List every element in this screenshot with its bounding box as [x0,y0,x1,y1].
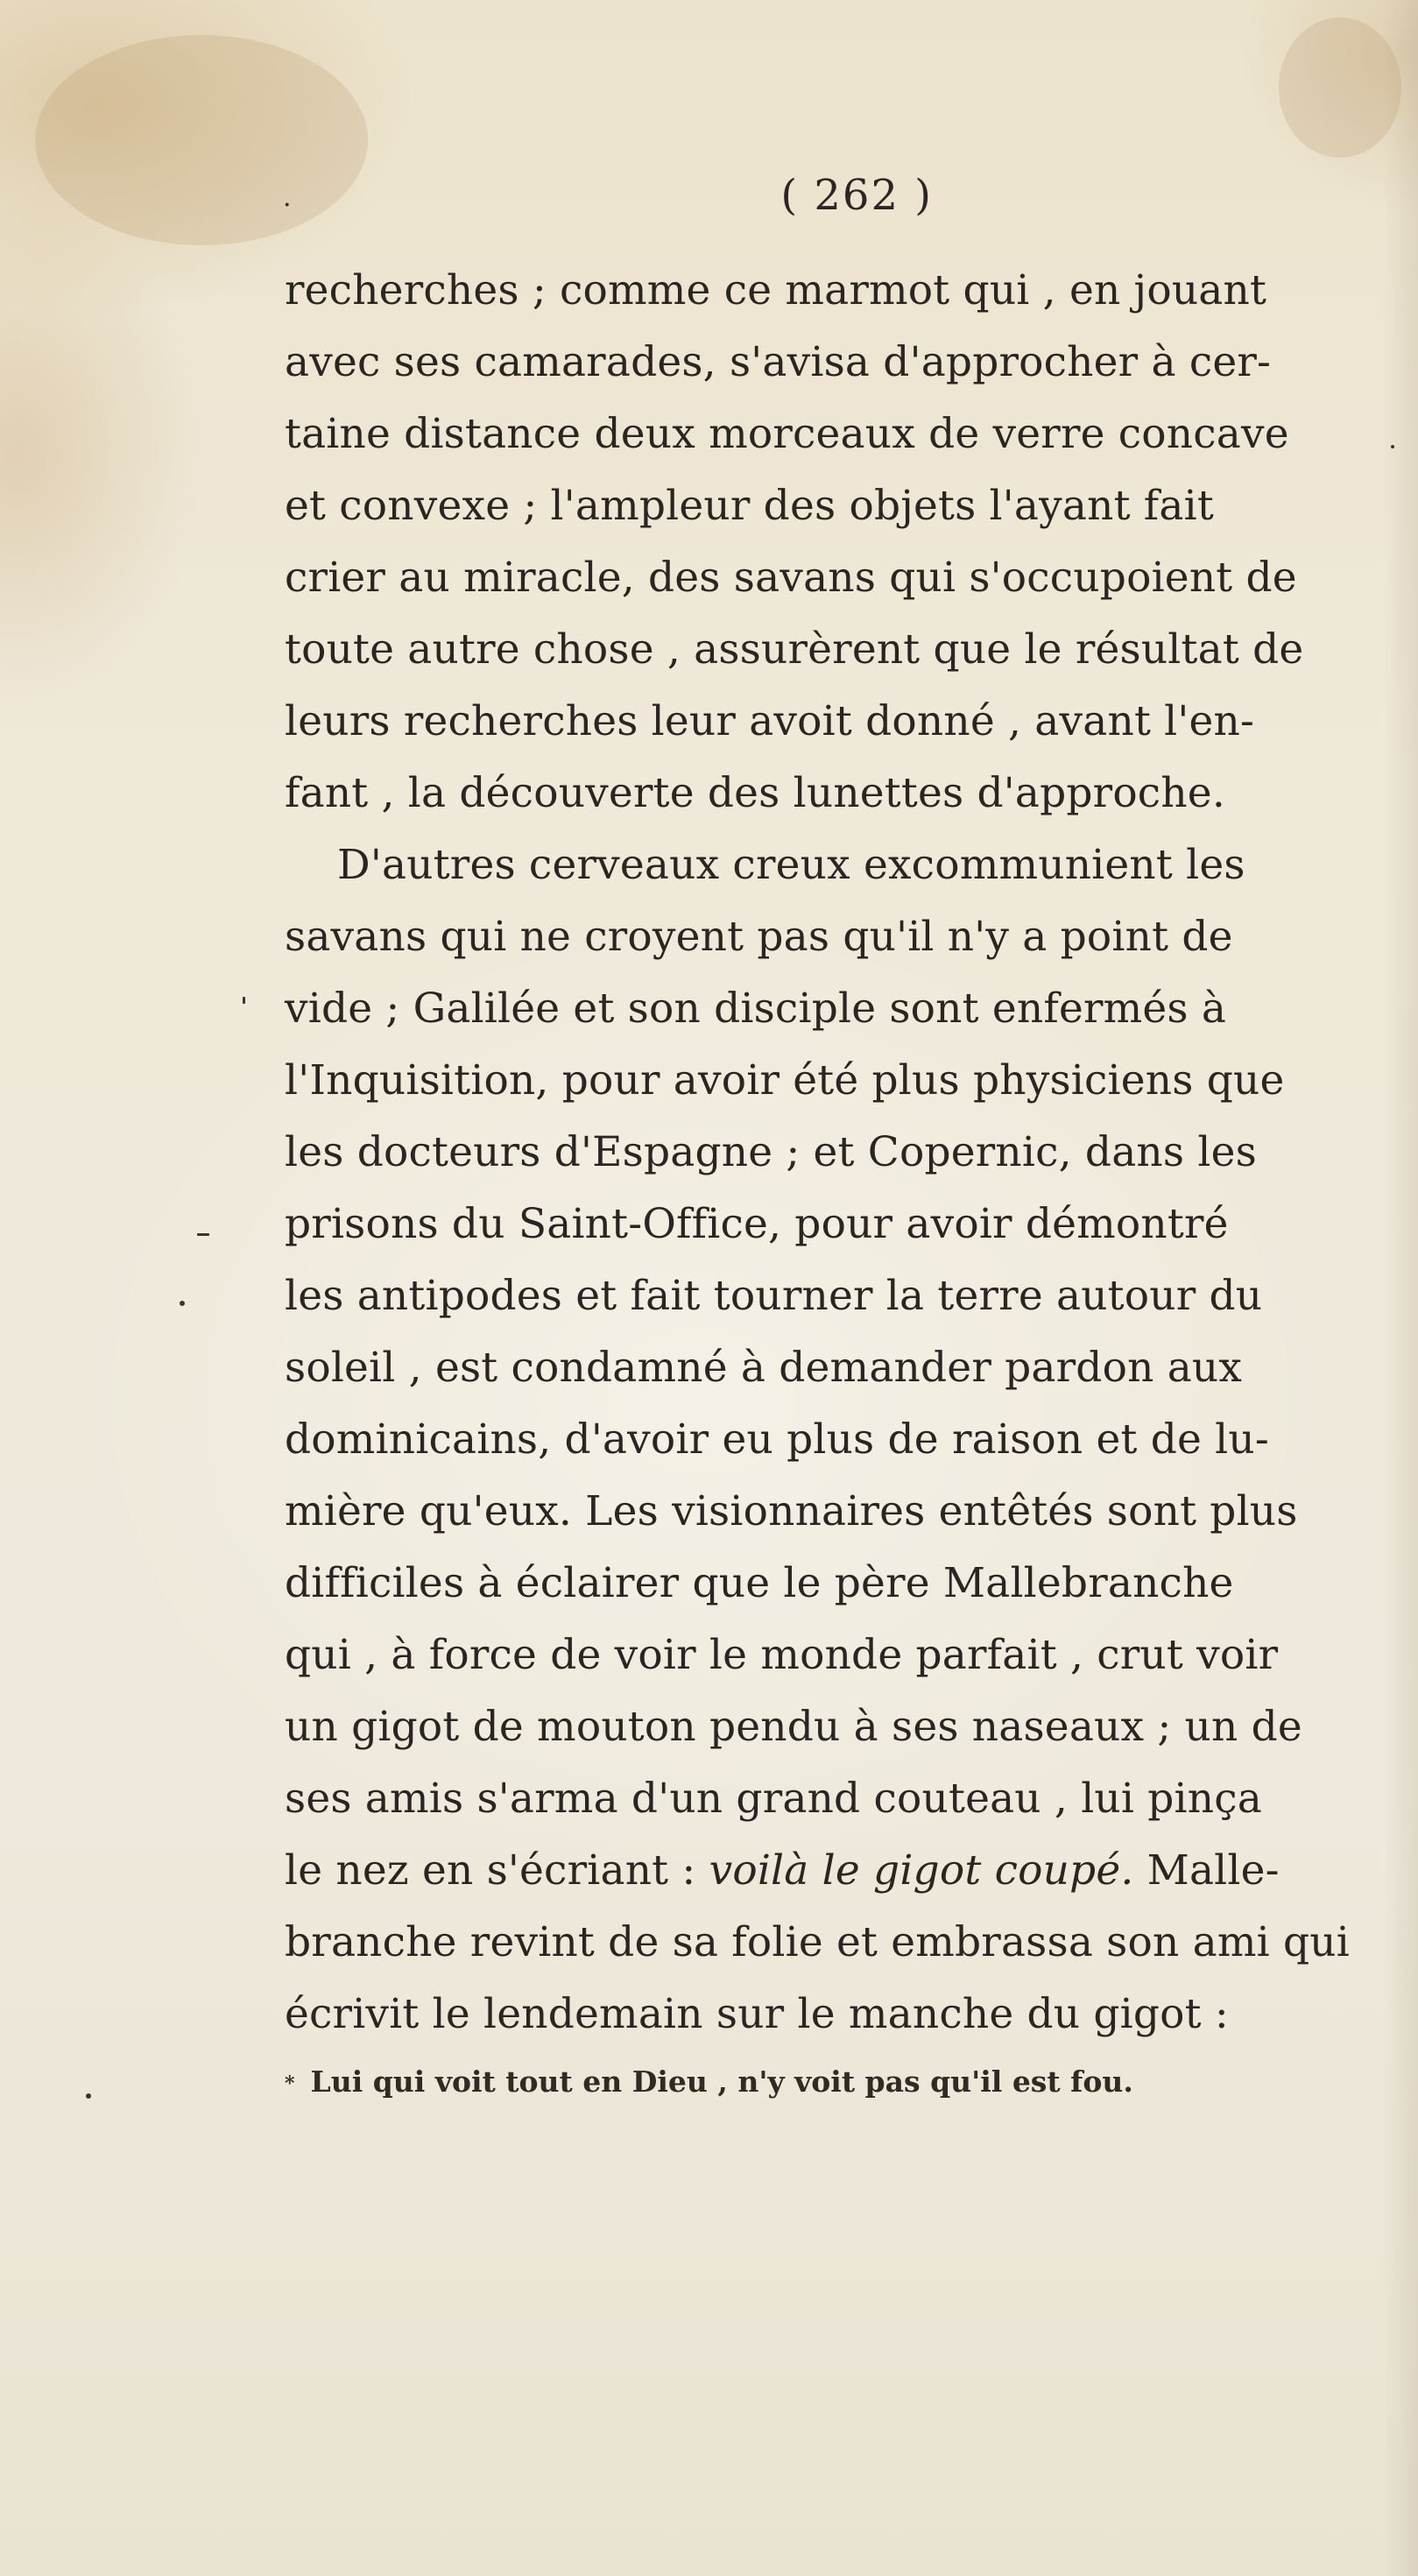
text-line: fant , la découverte des lunettes d'approche. [285,769,1225,817]
italic-quote: voilà le gigot coupé. [709,1846,1134,1895]
page-number-label: ( 262 ) [780,171,933,220]
text-line: un gigot de mouton pendu à ses naseaux ; un de [285,1703,1302,1751]
text-line: l'Inquisition, pour avoir été plus physiciens que [285,1056,1285,1105]
text-line: savans qui ne croyent pas qu'il n'y a point de [285,913,1233,961]
ink-speck [86,2093,91,2099]
text-line: qui , à force de voir le monde parfait , crut voir [285,1631,1279,1679]
text-line: soleil , est condamné à demander pardon aux [285,1344,1243,1392]
text-line: crier au miracle, des savans qui s'occupoient de [285,554,1297,602]
text-line: ses amis s'arma d'un grand couteau , lui pinça [285,1775,1262,1823]
ink-speck [180,1301,185,1306]
text-line: dominicains, d'avoir eu plus de raison et de lu- [285,1415,1269,1464]
text-line: et convexe ; l'ampleur des objets l'ayant fait [285,482,1214,530]
text-line-with-italic [285,1835,1336,1907]
footnote-mark: * [285,2072,295,2095]
text-line: difficiles à éclairer que le père Mallebranche [285,1559,1234,1607]
ink-speck [1391,445,1394,448]
text-line: recherches ; comme ce marmot qui , en jouant [285,266,1267,314]
page-number [285,171,933,220]
text-line: prisons du Saint-Office, pour avoir démontré [285,1200,1229,1248]
text-line: branche revint de sa folie et embrassa son ami qui [285,1918,1350,1966]
footnote [285,2060,1336,2106]
text-line: taine distance deux morceaux de verre concave [285,410,1289,458]
text-line: les docteurs d'Espagne ; et Copernic, dans les [285,1128,1257,1176]
text-line: mière qu'eux. Les visionnaires entêtés sont plus [285,1487,1298,1535]
page-edge-shadow [1383,0,1418,2576]
margin-dot: · [283,190,293,221]
ink-speck [243,997,245,1004]
text-line: leurs recherches leur avoit donné , avant l'en- [285,697,1255,745]
text-line: écrivit le lendemain sur le manche du gigot : [285,1990,1229,2038]
text-segment: Malle- [1146,1846,1280,1895]
text-line: vide ; Galilée et son disciple sont enfermés à [285,985,1227,1033]
text-line: avec ses camarades, s'avisa d'approcher à cer- [285,338,1272,386]
text-segment: le nez en s'écriant : [285,1846,696,1895]
footnote-text: Lui qui voit tout en Dieu , n'y voit pas qu'il est fou. [310,2064,1133,2099]
body-text [285,255,1350,2050]
ink-speck [197,1233,209,1236]
text-line: toute autre chose , assurèrent que le résultat de [285,625,1304,674]
text-line: les antipodes et fait tourner la terre autour du [285,1272,1263,1320]
text-line: D'autres cerveaux creux excommunient les [337,841,1245,889]
